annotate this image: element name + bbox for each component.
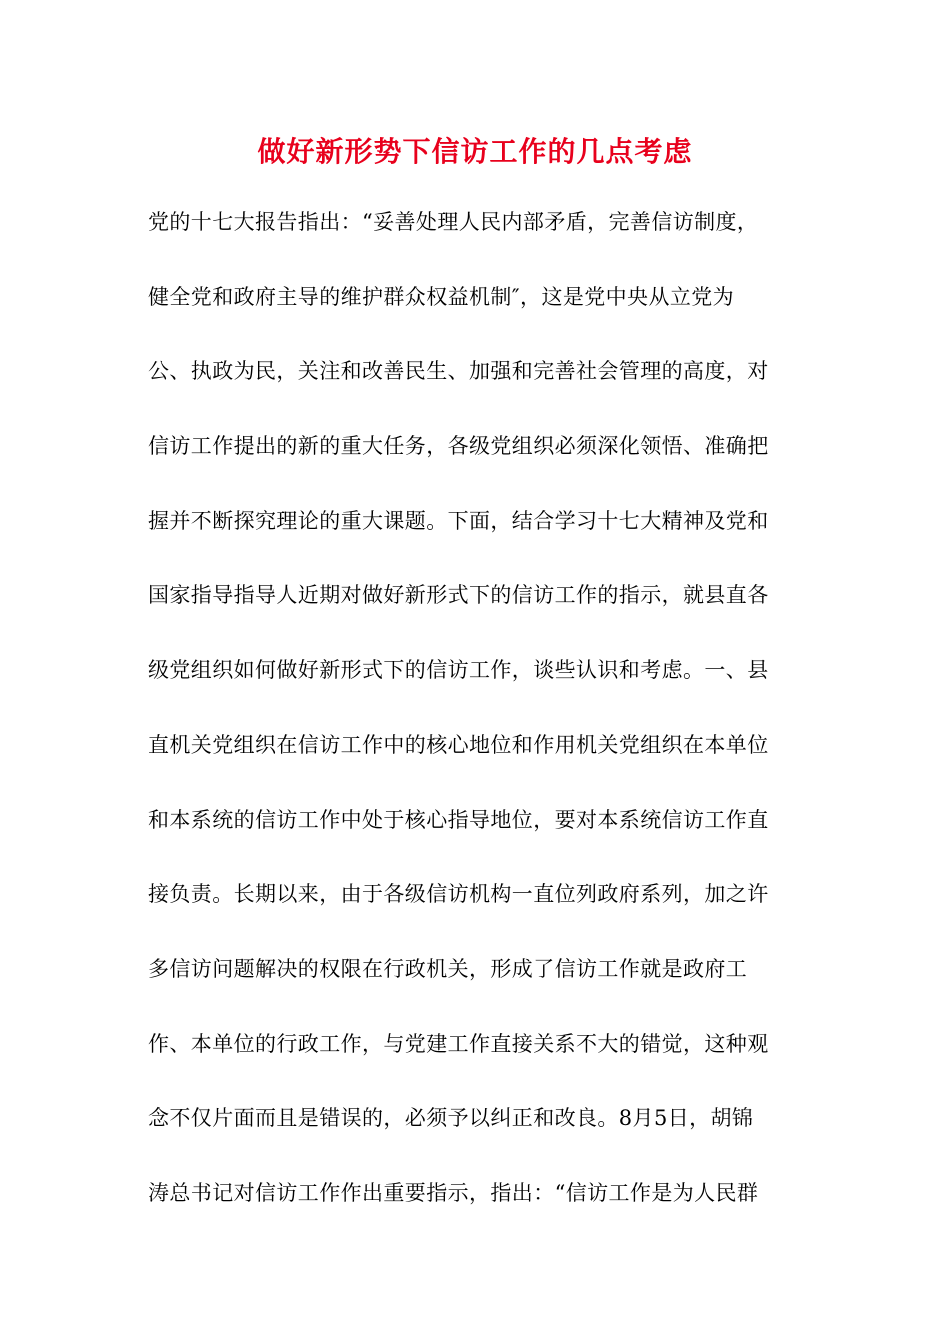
body-line: 直机关党组织在信访工作中的核心地位和作用机关党组织在本单位 xyxy=(148,732,769,757)
body-line: 多信访问题解决的权限在行政机关，形成了信访工作就是政府工 xyxy=(148,956,748,981)
body-line: 国家指导指导人近期对做好新形式下的信访工作的指示，就县直各 xyxy=(148,583,769,608)
body-line: 和本系统的信访工作中处于核心指导地位，要对本系统信访工作直 xyxy=(148,807,769,832)
body-line: 公、执政为民，关注和改善民生、加强和完善社会管理的高度，对 xyxy=(148,359,769,384)
document-body xyxy=(148,202,808,1248)
body-line: 党的十七大报告指出：“妥善处理人民内部矛盾，完善信访制度， xyxy=(148,210,759,234)
body-line: 作、本单位的行政工作，与党建工作直接关系不大的错觉，这种观 xyxy=(148,1031,769,1056)
body-line: 念不仅片面而且是错误的，必须予以纠正和改良。8月5日，胡锦 xyxy=(148,1106,754,1131)
document-title: 做好新形势下信访工作的几点考虑 xyxy=(257,135,693,168)
body-line: 信访工作提出的新的重大任务，各级党组织必须深化领悟、准确把 xyxy=(148,434,769,459)
body-line: 健全党和政府主导的维护群众权益机制″，这是党中央从立党为 xyxy=(148,284,735,309)
body-line: 涛总书记对信访工作作出重要指示，指出：“信访工作是为人民群 xyxy=(148,1180,759,1205)
body-line: 级党组织如何做好新形式下的信访工作，谈些认识和考虑。一、县 xyxy=(148,658,769,683)
body-line: 握并不断探究理论的重大课题。下面，结合学习十七大精神及党和 xyxy=(148,508,769,533)
body-line: 接负责。长期以来，由于各级信访机构一直位列政府系列，加之许 xyxy=(148,882,769,907)
